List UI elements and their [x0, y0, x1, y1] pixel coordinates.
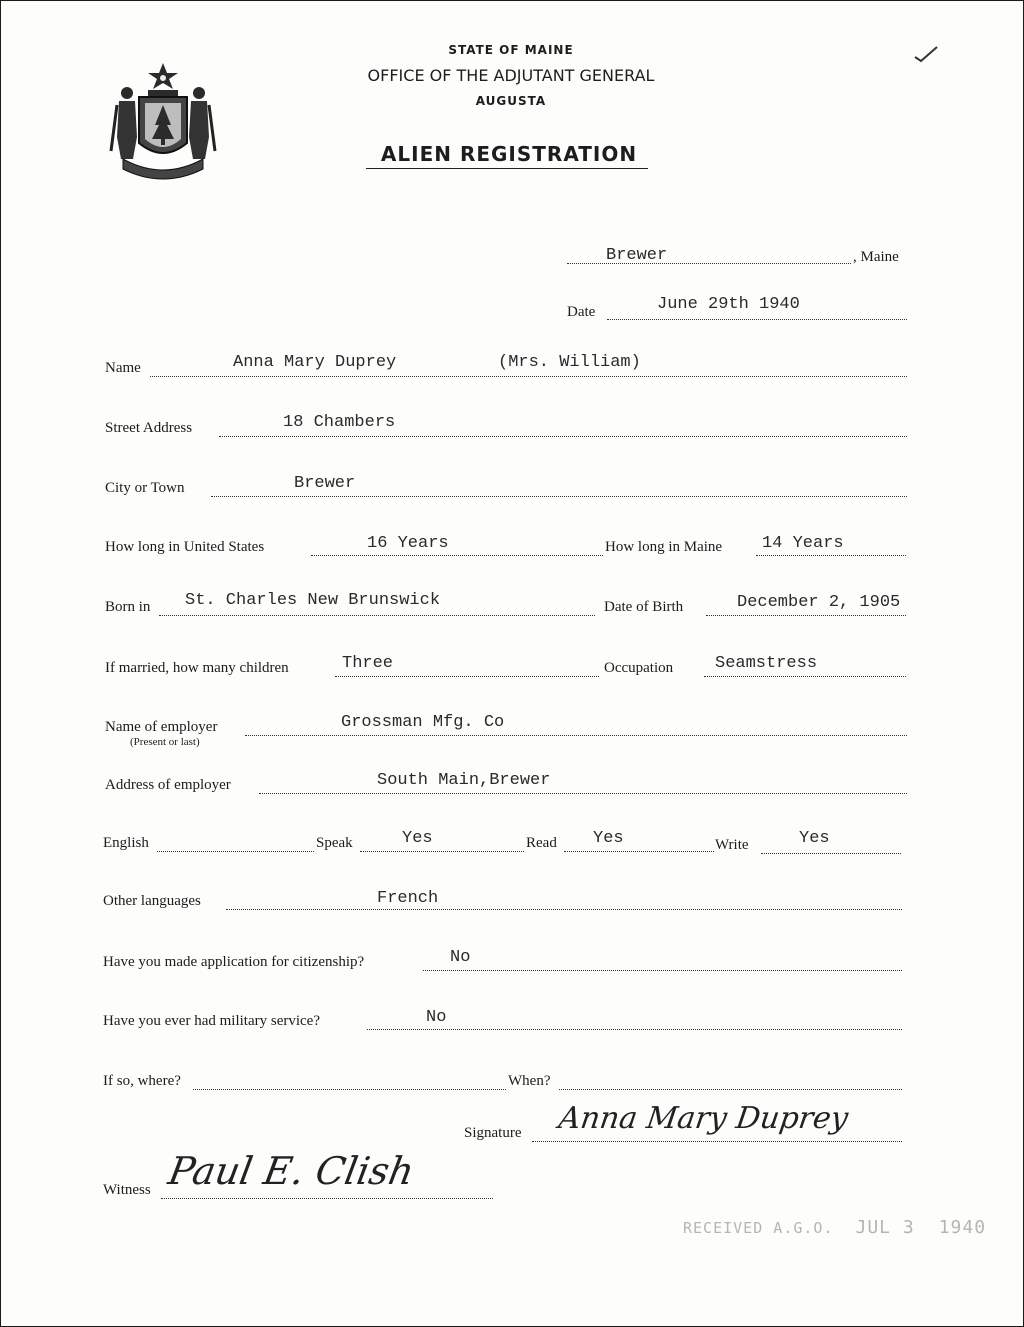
write-label: Write: [715, 837, 749, 853]
other-languages-label: Other languages: [103, 893, 201, 909]
citizenship-value: No: [450, 948, 471, 967]
received-stamp: [683, 1217, 986, 1238]
born-in-label: Born in: [105, 599, 151, 615]
military-value: No: [426, 1008, 447, 1027]
employer-address-value: South Main,Brewer: [377, 771, 551, 790]
city-value: Brewer: [294, 474, 356, 493]
maine-duration-label: How long in Maine: [605, 539, 723, 555]
header-state: STATE OF MAINE: [448, 43, 574, 57]
occupation-value: Seamstress: [715, 654, 818, 673]
citizenship-label: Have you made application for citizenship?: [103, 954, 365, 970]
signature-label: Signature: [464, 1125, 522, 1141]
employer-address-label: Address of employer: [105, 777, 231, 793]
when-label: When?: [508, 1073, 551, 1089]
military-label: Have you ever had military service?: [103, 1013, 320, 1029]
employer-value: Grossman Mfg. Co: [341, 713, 505, 732]
english-label: English: [103, 835, 149, 851]
witness-value: Paul E. Clish: [165, 1149, 418, 1193]
us-duration-label: How long in United States: [105, 539, 265, 555]
place-value: Brewer: [606, 246, 668, 265]
children-value: Three: [342, 654, 394, 673]
children-label: If married, how many children: [105, 660, 289, 676]
name-extra: (Mrs. William): [498, 353, 641, 372]
employer-sublabel: (Present or last): [130, 736, 200, 748]
employer-label: Name of employer: [105, 719, 218, 735]
name-label: Name: [105, 360, 141, 376]
where-label: If so, where?: [103, 1073, 181, 1089]
maine-duration-value: 14 Years: [762, 534, 844, 553]
speak-value: Yes: [402, 829, 433, 848]
write-value: Yes: [799, 829, 830, 848]
other-languages-value: French: [377, 889, 439, 908]
form-title-underline: [366, 168, 648, 169]
date-value: June 29th 1940: [657, 295, 800, 314]
stamp-year: 1940: [938, 1217, 987, 1238]
header-office: OFFICE OF THE ADJUTANT GENERAL: [367, 66, 655, 85]
header-city: AUGUSTA: [475, 94, 547, 108]
date-label: Date: [567, 304, 596, 320]
speak-label: Speak: [316, 835, 353, 851]
born-in-value: St. Charles New Brunswick: [185, 591, 441, 610]
read-label: Read: [526, 835, 557, 851]
seal-graphic: [107, 59, 219, 183]
us-duration-value: 16 Years: [367, 534, 449, 553]
maine-seal: [107, 59, 219, 183]
name-value: Anna Mary Duprey: [233, 353, 397, 372]
place-suffix: , Maine: [853, 249, 899, 265]
occupation-label: Occupation: [604, 660, 674, 676]
stamp-date: JUL 3: [855, 1217, 915, 1238]
check-mark-icon: [913, 45, 939, 63]
read-value: Yes: [593, 829, 624, 848]
signature-value: Anna Mary Duprey: [556, 1101, 851, 1136]
dob-label: Date of Birth: [604, 599, 684, 615]
form-title: ALIEN REGISTRATION: [380, 142, 638, 166]
stamp-text: RECEIVED A.G.O.: [683, 1219, 834, 1237]
city-label: City or Town: [105, 480, 185, 496]
street-label: Street Address: [105, 420, 193, 436]
dob-value: December 2, 1905: [737, 593, 901, 612]
witness-label: Witness: [103, 1182, 151, 1198]
street-value: 18 Chambers: [283, 413, 396, 432]
